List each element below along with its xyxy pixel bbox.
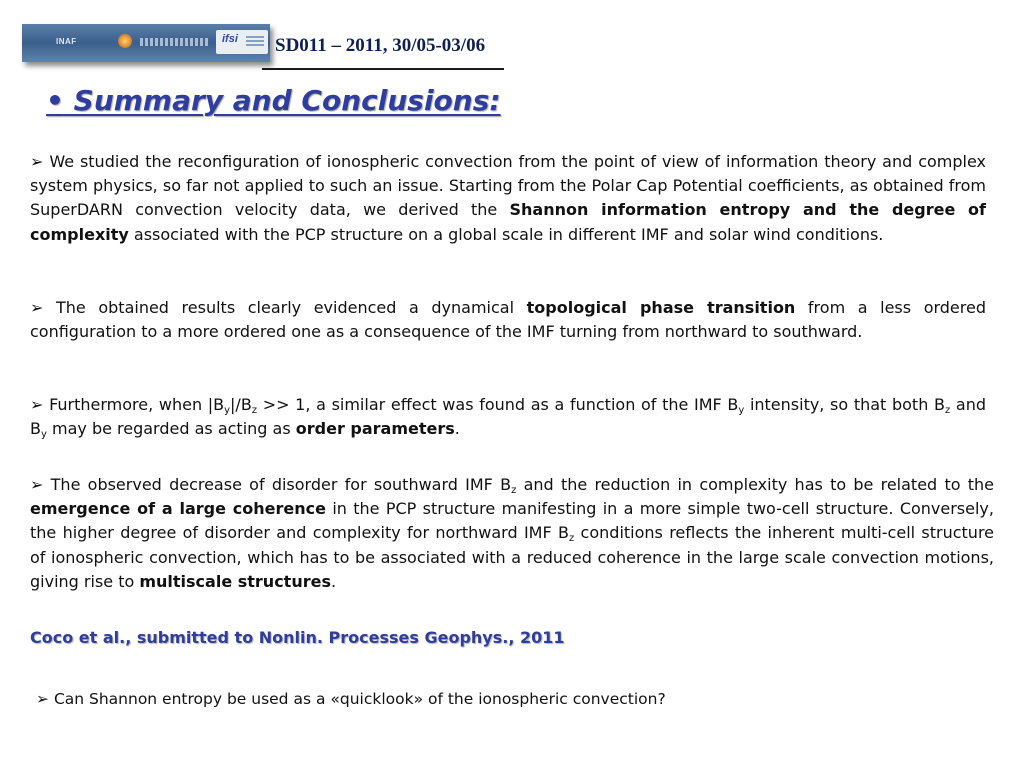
paragraph-text: associated with the PCP structure on a global scale in different IMF and solar wind conditions. bbox=[128, 224, 884, 244]
paragraph-text: Furthermore, when |B bbox=[49, 395, 225, 414]
paragraph-text: may be regarded as acting as bbox=[46, 419, 296, 439]
paragraph-bold-text: multiscale structures bbox=[139, 571, 331, 591]
paragraph-text: . bbox=[454, 419, 460, 439]
paragraph-text: The observed decrease of disorder for southward IMF B bbox=[50, 475, 512, 494]
subscript: z bbox=[511, 485, 517, 496]
subscript: z bbox=[251, 405, 258, 416]
paragraph-bold-text: Shannon information entropy and the degree of complexity bbox=[30, 200, 986, 244]
closing-question bbox=[36, 690, 666, 708]
paragraph-text: and the reduction in complexity has to be related to the bbox=[516, 475, 995, 494]
conference-session-title: SD011 – 2011, 30/05-03/06 bbox=[275, 35, 486, 56]
paragraph-3 bbox=[30, 393, 986, 441]
paragraph-text: intensity, so that both B bbox=[744, 395, 945, 414]
arrow-bullet-icon: ➢ bbox=[30, 475, 44, 494]
section-bullet: • bbox=[46, 84, 64, 117]
section-title bbox=[46, 84, 501, 117]
ifsi-logo-text: ifsi bbox=[222, 33, 238, 45]
paragraph-text: and B bbox=[30, 395, 986, 439]
paragraph-bold-text: order parameters bbox=[295, 419, 455, 439]
subscript: y bbox=[738, 405, 745, 416]
paragraph-text: The obtained results clearly evidenced a dynamical bbox=[56, 298, 527, 317]
paragraph-1 bbox=[30, 150, 986, 247]
arrow-bullet-icon: ➢ bbox=[36, 690, 49, 708]
paragraph-text: in the PCP structure manifesting in a more simple two-cell structure. Conversely, the higher degree of disorder and complexity for northward IMF B bbox=[30, 499, 994, 543]
paragraph-text: from a less ordered configuration to a more ordered one as a consequence of the IMF turning from northward to southward. bbox=[30, 298, 987, 342]
paragraph-4 bbox=[30, 473, 994, 594]
paragraph-text: conditions reflects the inherent multi-cell structure of ionospheric convection, which has to be associated with a reduced coherence in the large scale convection motions, giving rise to bbox=[30, 523, 995, 591]
arrow-bullet-icon: ➢ bbox=[30, 152, 44, 171]
citation-reference: Coco et al., submitted to Nonlin. Processes Geophys., 2011 bbox=[30, 628, 565, 647]
subscript: z bbox=[944, 405, 951, 416]
paragraph-text: . bbox=[330, 571, 337, 591]
institution-logos-banner bbox=[22, 24, 270, 62]
subscript: z bbox=[568, 533, 575, 545]
paragraph-text: >> 1, a similar effect was found as a function of the IMF B bbox=[257, 395, 739, 414]
paragraph-text: We studied the reconfiguration of ionospheric convection from the point of view of information theory and complex system physics, so far not applied to such an issue. Starting from the Polar Cap Potential coefficients, as obtained from SuperDARN convection velocity data, we derived the bbox=[30, 152, 986, 220]
subscript: y bbox=[224, 405, 231, 416]
subscript: y bbox=[40, 429, 47, 441]
section-title-text: Summary and Conclusions: bbox=[63, 84, 501, 117]
header-divider bbox=[262, 68, 504, 70]
closing-question-text: Can Shannon entropy be used as a «quicklook» of the ionospheric convection? bbox=[53, 690, 666, 708]
ifsi-logo bbox=[216, 30, 268, 54]
arrow-bullet-icon: ➢ bbox=[30, 298, 44, 317]
paragraph-text: |/B bbox=[230, 395, 252, 414]
paragraph-2 bbox=[30, 296, 986, 344]
arrow-bullet-icon: ➢ bbox=[30, 395, 44, 414]
inaf-logo-text: INAF bbox=[56, 37, 77, 46]
inaf-emblem-icon bbox=[118, 34, 132, 48]
paragraph-bold-text: topological phase transition bbox=[526, 298, 796, 317]
ifsi-subtitle-graphic bbox=[246, 36, 264, 48]
paragraph-bold-text: emergence of a large coherence bbox=[30, 499, 326, 519]
inaf-subtitle-graphic bbox=[140, 38, 210, 46]
